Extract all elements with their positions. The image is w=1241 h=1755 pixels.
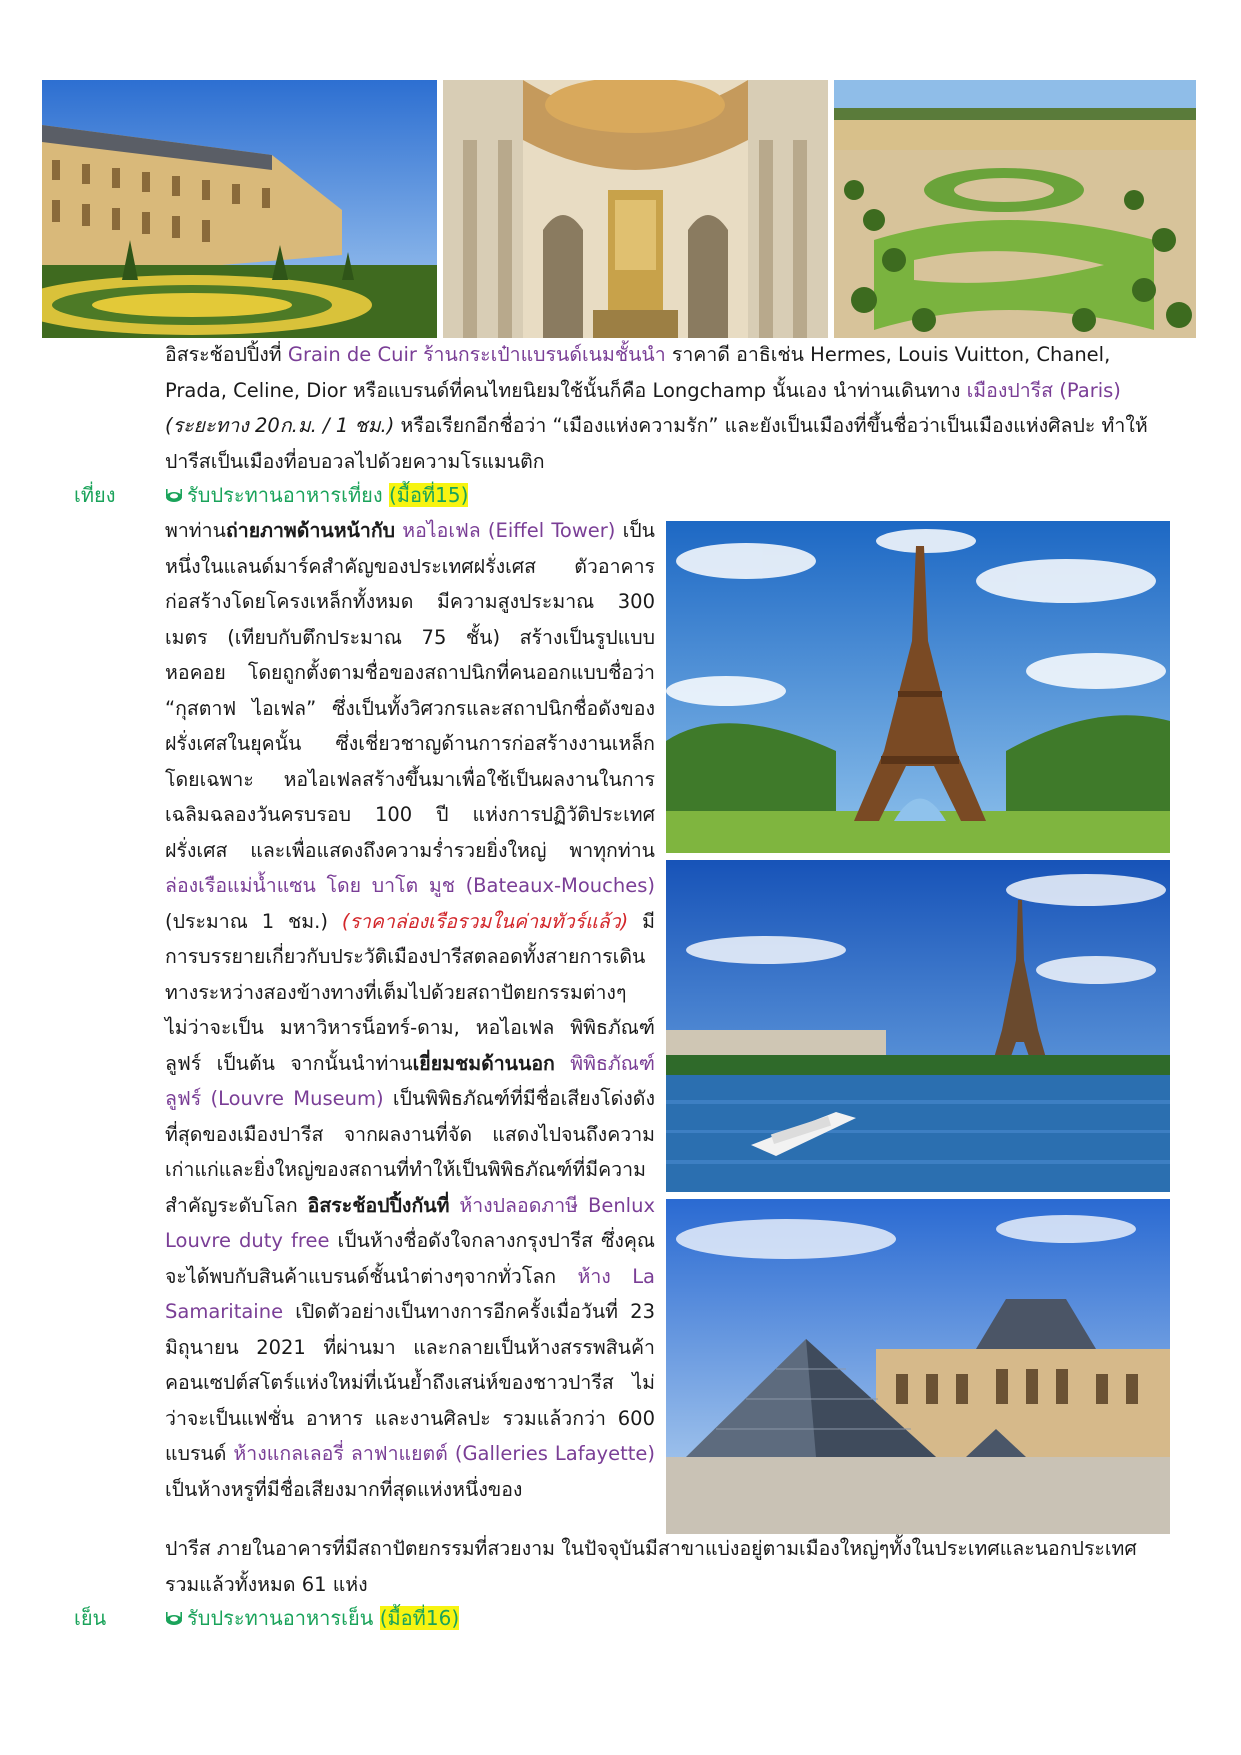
intro-paragraph: [165, 337, 1175, 479]
photo-stop-emphasis: ถ่ายภาพด้านหน้ากับ: [225, 519, 396, 542]
price-included-note: (ราคาล่องเรือรวมในค่ามทัวร์แล้ว): [341, 909, 629, 933]
benlux-link[interactable]: ห้างปลอดภาษี Benlux Louvre duty free: [165, 1193, 655, 1252]
body-text: เป็นหนึ่งในแลนด์มาร์คสำคัญของประเทศฝรั่งเศส ตัวอาคารก่อสร้างโดยโครงเหล็กทั้งหมด มีความสูงประมาณ 300 เมตร (เทียบกับตึกประมาณ 75 ชั้น) สร้างเป็นรูปแบบหอคอย โดยถูกตั้งตามชื่อของสถาปนิกที่คนออกแบบชื่อว่า “กุสตาฟ ไอเฟล” ซึ่งเป็นทั้งวิศวกรและสถาปนิกชื่อดังของฝรั่งเศสในยุคนั้น ซึ่งเชี่ยวชาญด้านการก่อสร้างงานเหล็กโดยเฉพาะ หอไอเฟลสร้างขึ้นมาเพื่อใช้เป็นผลงานในการเฉลิมฉลองวันครบรอบ 100 ปี แห่งการปฏิวัติประเทศฝรั่งเศส และเพื่อแสดงถึงความร่ำรวยยิ่งใหญ่ พาทุกท่าน: [165, 519, 655, 862]
visit-outside-emphasis: เยี่ยมชมด้านนอก: [412, 1051, 555, 1075]
dish-icon: [165, 1609, 183, 1627]
body-text: เป็นห้างหรูที่มีชื่อเสียงมากที่สุดแห่งหนึ่งของ: [165, 1477, 523, 1501]
dinner-label: รับประทานอาหารเย็น: [187, 1606, 380, 1630]
intro-text: หรือเรียกอีกชื่อว่า “เมืองแห่งความรัก” และยังเป็นเมืองที่ขึ้นชื่อว่าเป็นเมืองแห่งศิลปะ ทำให้ปารีสเป็นเมืองที่อบอวลไปด้วยความโรแมนติก: [165, 414, 1148, 473]
dinner-time-label: เย็น: [74, 1606, 107, 1630]
body-text: พาท่าน: [165, 519, 226, 542]
body-text: เปิดตัวอย่างเป็นทางการอีกครั้งเมื่อวันที่ 23 มิถุนายน 2021 ที่ผ่านมา และกลายเป็นห้างสรรพสินค้าคอนเซปต์สโตร์แห่งใหม่ที่เน้นย้ำถึงเสน่ห์ของชาวปารีส ไม่ว่าจะเป็นแฟชั่น อาหาร และงานศิลปะ รวมแล้วกว่า 600 แบรนด์: [165, 1300, 655, 1465]
lunch-time-label: เที่ยง: [74, 483, 116, 507]
intro-text: ราคาดี อาธิเช่น Hermes, Louis Vuitton, Chanel, Prada, Celine, Dior หรือแบรนด์ที่คนไทยนิยมใช้นั้นก็คือ Longchamp นั้นเอง นำท่านเดินทาง: [165, 343, 1111, 402]
photo-versailles-palace: [42, 80, 437, 338]
dinner-meal-number: (มื้อที่16): [379, 1606, 460, 1630]
body-text: เป็นห้างชื่อดังใจกลางกรุงปารีส ซึ่งคุณจะได้พบกับสินค้าแบรนด์ชั้นนำต่างๆจากทั่วโลก: [165, 1229, 655, 1288]
lunch-meal: [165, 479, 468, 511]
photo-louvre-pyramid: [666, 1199, 1170, 1534]
shopping-emphasis: อิสระช้อปปิ้งกันที่: [307, 1193, 450, 1217]
main-paragraph: [165, 513, 655, 1507]
intro-text: อิสระช้อปปิ้งที่: [165, 343, 288, 366]
photo-seine-cruise: [666, 860, 1170, 1192]
lunch-meal-number: (มื้อที่15): [388, 483, 469, 507]
photo-versailles-garden: [834, 80, 1196, 338]
dinner-meal: [165, 1602, 459, 1634]
dish-icon: [165, 486, 183, 504]
tail-paragraph: [165, 1531, 1175, 1602]
paris-link[interactable]: เมืองปารีส (Paris): [966, 378, 1121, 402]
photo-eiffel-tower: [666, 521, 1170, 853]
lunch-label: รับประทานอาหารเที่ยง: [187, 483, 389, 507]
seine-cruise-link[interactable]: ล่องเรือแม่น้ำแซน โดย บาโต มูช (Bateaux-Mouches): [165, 874, 655, 897]
eiffel-tower-link[interactable]: หอไอเฟล (Eiffel Tower): [395, 519, 616, 542]
body-text: (ประมาณ 1 ชม.): [165, 909, 342, 933]
tail-text: ปารีส ภายในอาคารที่มีสถาปัตยกรรมที่สวยงาม ในปัจจุบันมีสาขาแบ่งอยู่ตามเมืองใหญ่ๆทั้งในประเทศและนอกประเทศ รวมแล้วทั้งหมด 61 แห่ง: [165, 1537, 1137, 1596]
galeries-lafayette-link[interactable]: ห้างแกลเลอรี่ ลาฟาแยตต์ (Galleries Lafayette): [233, 1442, 655, 1465]
grain-de-cuir-link[interactable]: Grain de Cuir ร้านกระเป๋าแบรนด์เนมชั้นนำ: [287, 343, 666, 366]
body-text: มีการบรรยายเกี่ยวกับประวัติเมืองปารีสตลอดทั้งสายการเดินทางระหว่างสองข้างทางที่เต็มไปด้วยสถาปัตยกรรมต่างๆ ไม่ว่าจะเป็น มหาวิหารน็อทร์-ดาม, หอไอเฟล พิพิธภัณฑ์ลูฟร์ เป็นต้น จากนั้นนำท่าน: [165, 909, 655, 1075]
la-samaritaine-link[interactable]: ห้าง La Samaritaine: [165, 1264, 656, 1323]
photo-royal-chapel: [443, 80, 828, 338]
distance-note: (ระยะทาง 20ก.ม. / 1 ชม.): [165, 414, 395, 437]
body-text: เป็นพิพิธภัณฑ์ที่มีชื่อเสียงโด่งดังที่สุดของเมืองปารีส จากผลงานที่จัด แสดงไปจนถึงความเก่าแก่และยิ่งใหญ่ของสถานที่ทำให้เป็นพิพิธภัณฑ์ที่มีความสำคัญระดับโลก: [165, 1087, 655, 1217]
louvre-museum-link[interactable]: พิพิธภัณฑ์ลูฟร์ (Louvre Museum): [165, 1051, 655, 1110]
